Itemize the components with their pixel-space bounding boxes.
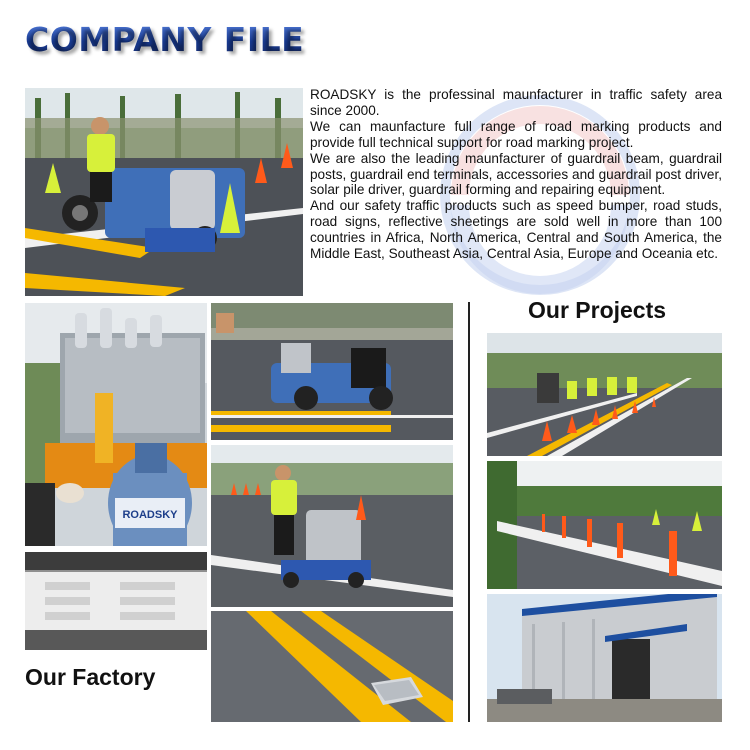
our-projects-label: Our Projects [528,297,667,323]
intro-paragraph: We are also the leading maunfacturer of guardrail beam, guardrail posts, guardrail end terminals, accessories and guardrail post driver, solar pile driver, guardrail forming and repairing equipment. [310,150,722,198]
tank-brand-label: ROADSKY [122,509,178,521]
marking-machine-photo [211,303,453,440]
page-title: COMPANY FILE [25,20,305,59]
intro-paragraph: ROADSKY is the professinal maunfacturer in traffic safety area since 2000. [310,87,722,118]
intro-paragraph: We can maunfacture full range of road marking products and provide full technical support for road marking project. [310,118,722,150]
company-intro [310,87,722,262]
worker-marking-road-photo [211,445,453,607]
project-delineator-posts-photo [487,461,722,589]
yellow-line-road-stud-photo [211,611,453,722]
factory-truck-cylinder-photo [25,303,207,546]
project-traffic-cones-photo [487,333,722,456]
column-divider [468,302,470,722]
factory-material-photo [25,552,207,650]
our-factory-label: Our Factory [25,664,156,690]
intro-paragraph: And our safety traffic products such as speed bumper, road studs, road signs, reflective sheetings are sold well in more than 100 countries in Africa, North America, Central and South America, the Middle East, Southeast Asia, Central Asia, Europe and Oceania etc. [310,198,722,262]
hero-road-marking-photo [25,88,303,296]
project-factory-building-photo [487,594,722,722]
